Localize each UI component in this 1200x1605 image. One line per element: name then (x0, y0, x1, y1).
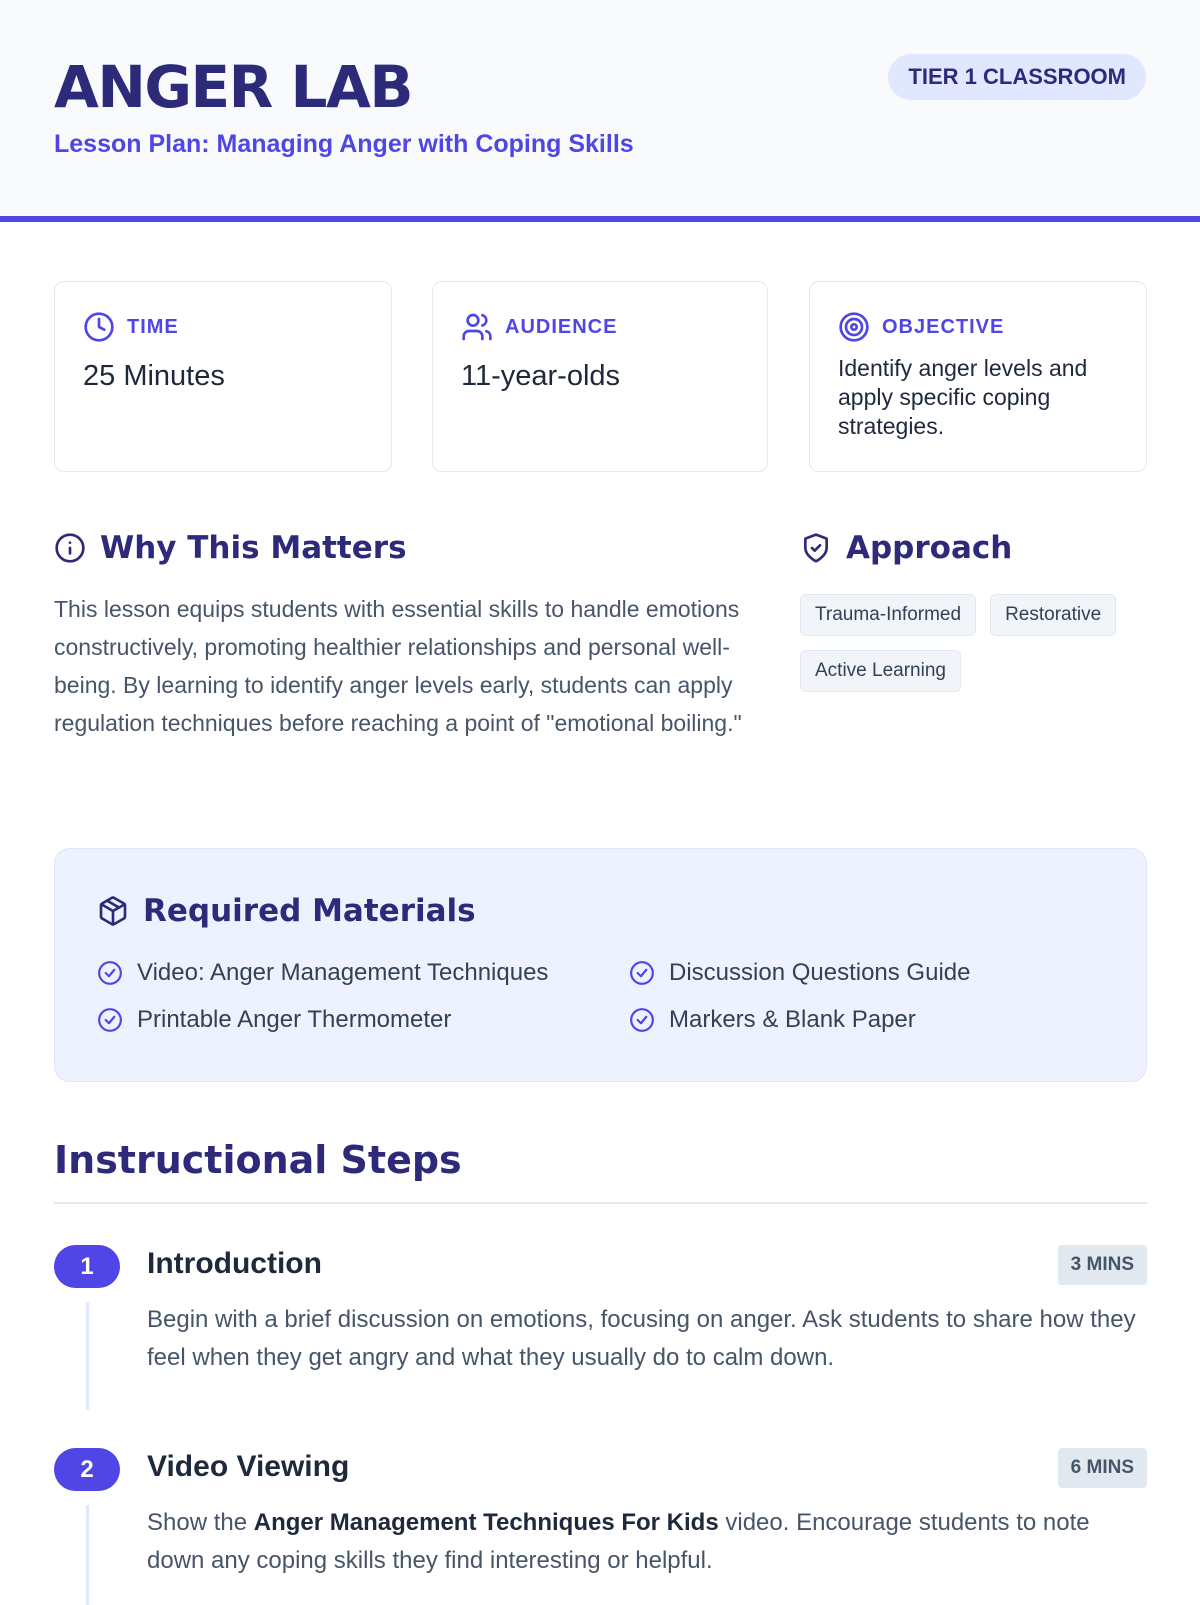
material-item (629, 957, 1129, 988)
step-connector-line (86, 1302, 89, 1410)
approach-tag: Trauma-Informed (800, 594, 976, 636)
info-value-objective: Identify anger levels and apply specific coping strategies. (838, 355, 1088, 439)
tier-badge: TIER 1 CLASSROOM (888, 54, 1146, 100)
step-description: Begin with a brief discussion on emotions, focusing on anger. Ask students to share how they feel when they get angry and what they usually do to calm down. (147, 1306, 1136, 1371)
step-number-badge: 2 (54, 1448, 120, 1491)
step-description-text: video. Encourage students to note down any coping skills they find interesting or helpful. (147, 1509, 1090, 1574)
step-number-badge: 1 (54, 1245, 120, 1288)
approach-tags (800, 594, 1150, 692)
info-value-time: 25 Minutes (83, 360, 225, 392)
video-title: Anger Management Techniques For Kids (253, 1509, 719, 1536)
info-card-time (54, 281, 392, 472)
shield-icon (800, 532, 832, 564)
step-title: Introduction (147, 1247, 322, 1280)
info-card-audience (432, 281, 768, 472)
check-circle-icon (97, 960, 123, 986)
page-title: ANGER LAB (54, 53, 413, 121)
material-label: Markers & Blank Paper (669, 1005, 916, 1033)
info-label-audience: AUDIENCE (505, 315, 618, 338)
materials-heading: Required Materials (143, 893, 476, 929)
approach-tag: Active Learning (800, 650, 961, 692)
material-item (97, 1004, 629, 1035)
users-icon (461, 311, 493, 343)
materials-panel (54, 848, 1147, 1082)
material-item (97, 957, 629, 988)
material-item (629, 1004, 1129, 1035)
info-cards (54, 281, 1147, 472)
materials-list (97, 957, 1104, 1035)
approach-section (800, 526, 1150, 692)
target-icon (838, 311, 870, 343)
why-heading: Why This Matters (100, 530, 407, 566)
approach-tag: Restorative (990, 594, 1116, 636)
step-connector-line (86, 1505, 89, 1605)
package-icon (97, 895, 129, 927)
why-text: This lesson equips students with essential skills to handle emotions constructively, promoting healthier relationships and personal well-being. By learning to identify anger levels early, students can apply regulation techniques before reaching a point of "emotional boiling." (54, 596, 742, 736)
step-title: Video Viewing (147, 1450, 350, 1483)
info-label-time: TIME (127, 315, 179, 338)
check-circle-icon (97, 1007, 123, 1033)
info-card-objective (809, 281, 1147, 472)
material-label: Video: Anger Management Techniques (137, 958, 549, 986)
why-section (54, 526, 754, 742)
info-label-objective: OBJECTIVE (882, 315, 1005, 338)
steps-heading: Instructional Steps (54, 1138, 1147, 1204)
step-description-text: Show the (147, 1509, 254, 1536)
material-label: Printable Anger Thermometer (137, 1005, 452, 1033)
step-duration-badge: 3 MINS (1058, 1245, 1147, 1285)
info-value-audience: 11-year-olds (461, 360, 621, 392)
page-subtitle: Lesson Plan: Managing Anger with Coping Skills (54, 130, 634, 158)
step-description (147, 1504, 1147, 1580)
page-header (0, 0, 1200, 222)
approach-heading: Approach (846, 530, 1013, 566)
clock-icon (83, 311, 115, 343)
info-icon (54, 532, 86, 564)
check-circle-icon (629, 960, 655, 986)
material-label: Discussion Questions Guide (669, 958, 971, 986)
check-circle-icon (629, 1007, 655, 1033)
step-duration-badge: 6 MINS (1058, 1448, 1147, 1488)
